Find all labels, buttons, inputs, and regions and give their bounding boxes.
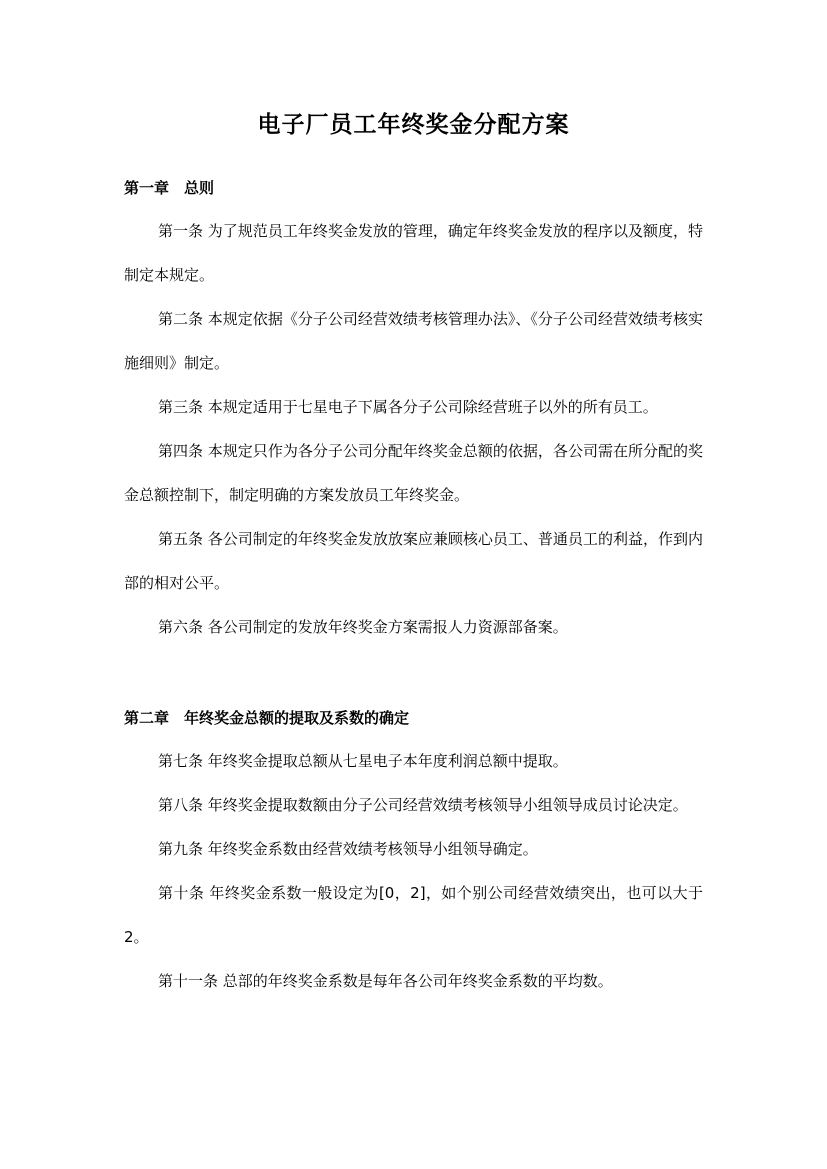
document-title: 电子厂员工年终奖金分配方案 (257, 111, 570, 138)
article-3: 第三条 本规定适用于七星电子下属各分子公司除经营班子以外的所有员工。 (158, 398, 658, 416)
article-2: 第二条 本规定依据《分子公司经营效绩考核管理办法》、《分子公司经营效绩考核实施细则》制定。 (124, 310, 703, 372)
chapter-1-articles (124, 209, 703, 649)
article-1: 第一条 为了规范员工年终奖金发放的管理，确定年终奖金发放的程序以及额度，特制定本规定。 (124, 222, 703, 284)
article-9: 第九条 年终奖金系数由经营效绩考核领导小组领导确定。 (158, 840, 538, 858)
article-4: 第四条 本规定只作为各分子公司分配年终奖金总额的依据，各公司需在所分配的奖金总额控制下，制定明确的方案发放员工年终奖金。 (124, 442, 703, 504)
article-10: 第十条 年终奖金系数一般设定为[0，2]，如个别公司经营效绩突出，也可以大于 2。 (124, 884, 703, 946)
chapter-heading-1: 第一章 总则 (124, 179, 215, 197)
chapter-heading-2: 第二章 年终奖金总额的提取及系数的确定 (124, 709, 410, 727)
article-7: 第七条 年终奖金提取总额从七星电子本年度利润总额中提取。 (158, 752, 568, 770)
chapter-2-articles (124, 739, 703, 1003)
article-6: 第六条 各公司制定的发放年终奖金方案需报人力资源部备案。 (158, 618, 568, 636)
article-8: 第八条 年终奖金提取数额由分子公司经营效绩考核领导小组领导成员讨论决定。 (158, 796, 688, 814)
article-11: 第十一条 总部的年终奖金系数是每年各公司年终奖金系数的平均数。 (158, 972, 613, 990)
article-5: 第五条 各公司制定的年终奖金发放放案应兼顾核心员工、普通员工的利益，作到内部的相对公平。 (124, 530, 703, 592)
